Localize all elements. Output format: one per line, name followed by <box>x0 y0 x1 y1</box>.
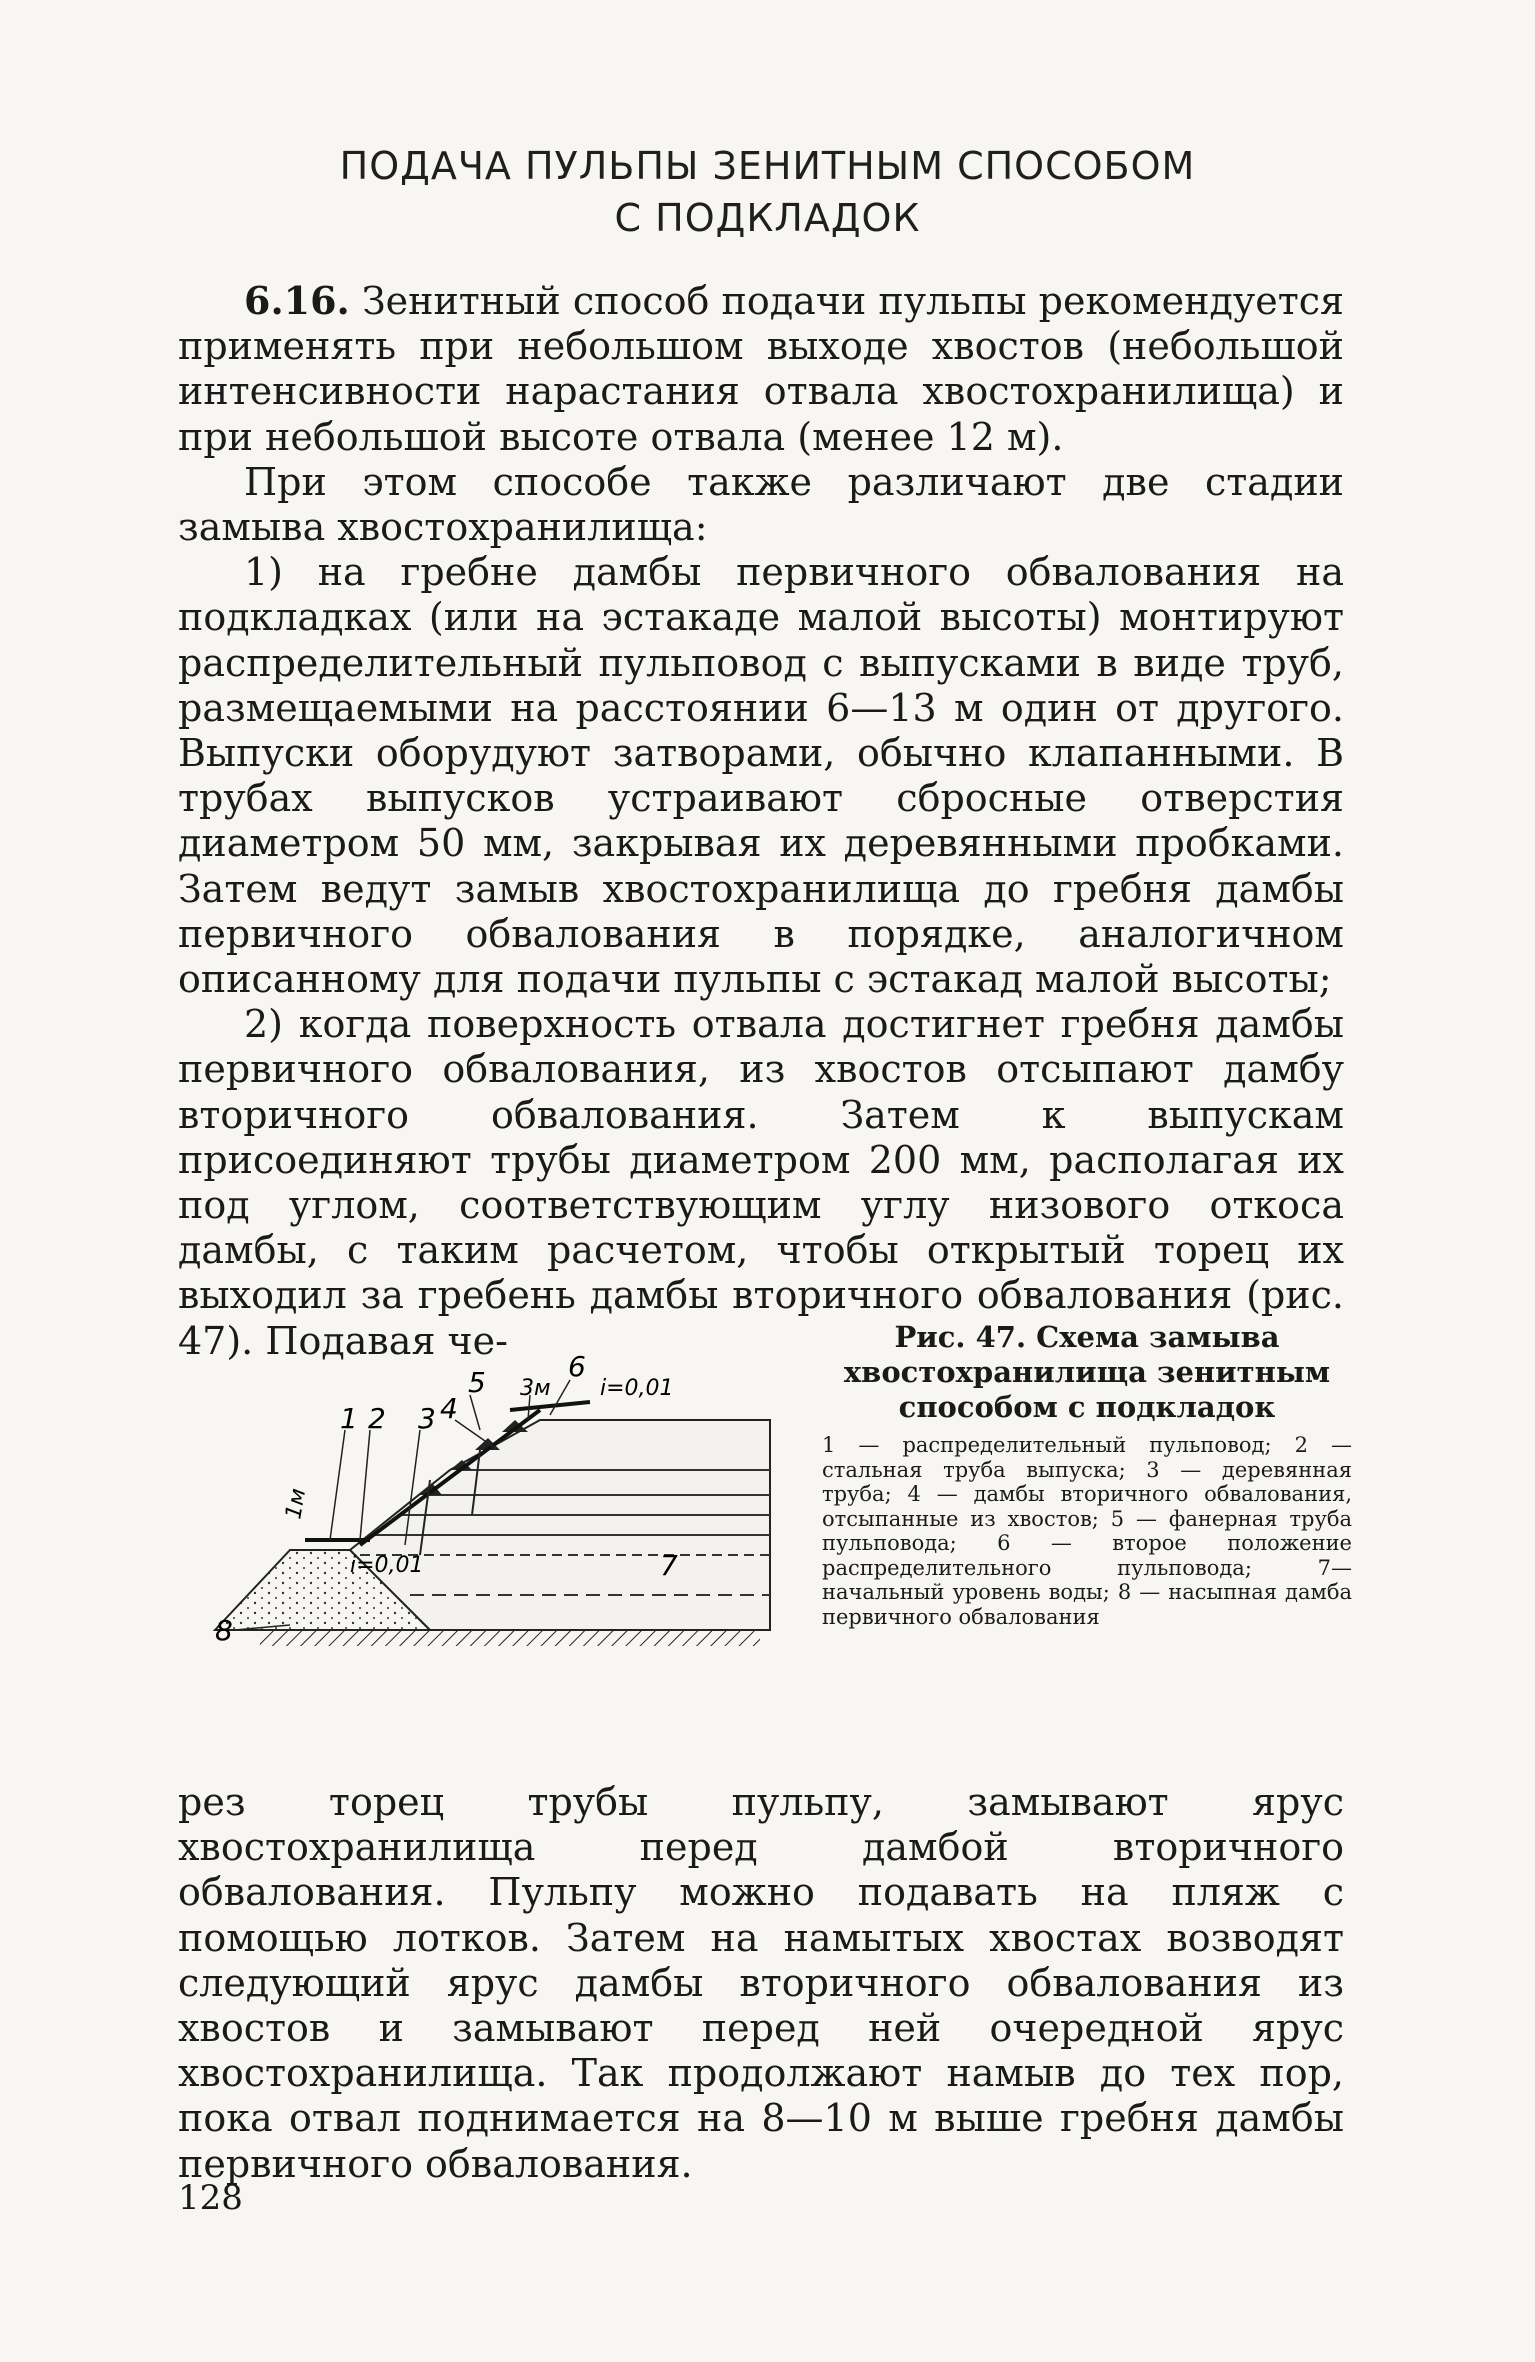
paragraph-1-text: Зенитный способ подачи пульпы рекомендуется применять при небольшом выходе хвостов (небольшой интенсивности нарастания отвала хвостохранилища) и при небольшой высоте отвала (менее 12 м). <box>178 279 1344 459</box>
label-height-1m: 1м <box>281 1486 312 1522</box>
paragraph-3: 1) на гребне дамбы первичного обвалования на подкладках (или на эстакаде малой высоты) монтируют распределительный пульповод с выпусками в виде труб, размещаемыми на расстоянии 6—13 м один от другого. Выпуски оборудуют затворами, обычно клапанными. В трубах выпусков устраивают сбросные отверстия диаметром 50 мм, закрывая их деревянными пробками. Затем ведут замыв хвостохранилища до гребня дамбы первичного обвалования в порядке, аналогичном описанному для подачи пульпы с эстакад малой высоты; <box>178 550 1344 1002</box>
label-5: 5 <box>468 1366 486 1399</box>
label-2: 2 <box>368 1402 386 1435</box>
label-slope-low: i=0,01 <box>350 1553 424 1578</box>
paragraph-1 <box>178 278 1344 460</box>
heading-line-1: ПОДАЧА ПУЛЬПЫ ЗЕНИТНЫМ СПОСОБОМ <box>339 144 1196 188</box>
paragraph-4: 2) когда поверхность отвала достигнет гребня дамбы первичного обвалования, из хвостов отсыпают дамбу вторичного обвалования. Затем к выпускам присоединяют трубы диаметром 200 мм, располагая их под углом, соответствующим углу низового откоса дамбы, с таким расчетом, чтобы открытый торец их выходил за гребень дамбы вторичного обвалования (рис. 47). Подавая че- <box>178 1002 1344 1363</box>
tailings-scheme-svg <box>210 1340 790 1700</box>
ground-hatch <box>260 1630 760 1646</box>
page-number: 128 <box>178 2178 243 2218</box>
body-text-top <box>178 278 1344 1364</box>
tailings-body <box>350 1420 770 1630</box>
label-1: 1 <box>340 1402 358 1435</box>
section-number: 6.16. <box>244 278 350 323</box>
caption-legend: 1 — распределительный пульповод; 2 — стальная труба выпуска; 3 — деревянная труба; 4 — дамбы вторичного обвалования, отсыпанные из хвостов; 5 — фанерная труба пульповода; 6 — второе положение распределительного пульповода; 7— начальный уровень воды; 8 — насыпная дамба первичного обвалования <box>822 1433 1352 1629</box>
label-slope-top: i=0,01 <box>600 1376 674 1401</box>
figure-47-diagram <box>210 1340 790 1700</box>
body-text-bottom <box>178 1780 1344 2187</box>
label-4: 4 <box>440 1392 458 1425</box>
label-8: 8 <box>215 1614 233 1647</box>
label-3: 3 <box>418 1402 436 1435</box>
label-height-3m: 3м <box>520 1376 551 1401</box>
section-heading <box>0 140 1535 244</box>
label-6: 6 <box>568 1350 586 1383</box>
paragraph-2: При этом способе также различают две стадии замыва хвостохранилища: <box>178 459 1344 550</box>
figure-caption <box>822 1320 1352 1629</box>
label-7: 7 <box>660 1549 678 1582</box>
paragraph-5: рез торец трубы пульпу, замывают ярус хвостохранилища перед дамбой вторичного обвалования. Пульпу можно подавать на пляж с помощью лотков. Затем на намытых хвостах возводят следующий ярус дамбы вторичного обвалования из хвостов и замывают перед ней очередной ярус хвостохранилища. Так продолжают намыв до тех пор, пока отвал поднимается на 8—10 м выше гребня дамбы первичного обвалования. <box>178 1780 1344 2186</box>
heading-line-2: С ПОДКЛАДОК <box>614 196 921 240</box>
caption-title: Рис. 47. Схема замыва хвостохранилища зенитным способом с подкладок <box>843 1320 1331 1424</box>
